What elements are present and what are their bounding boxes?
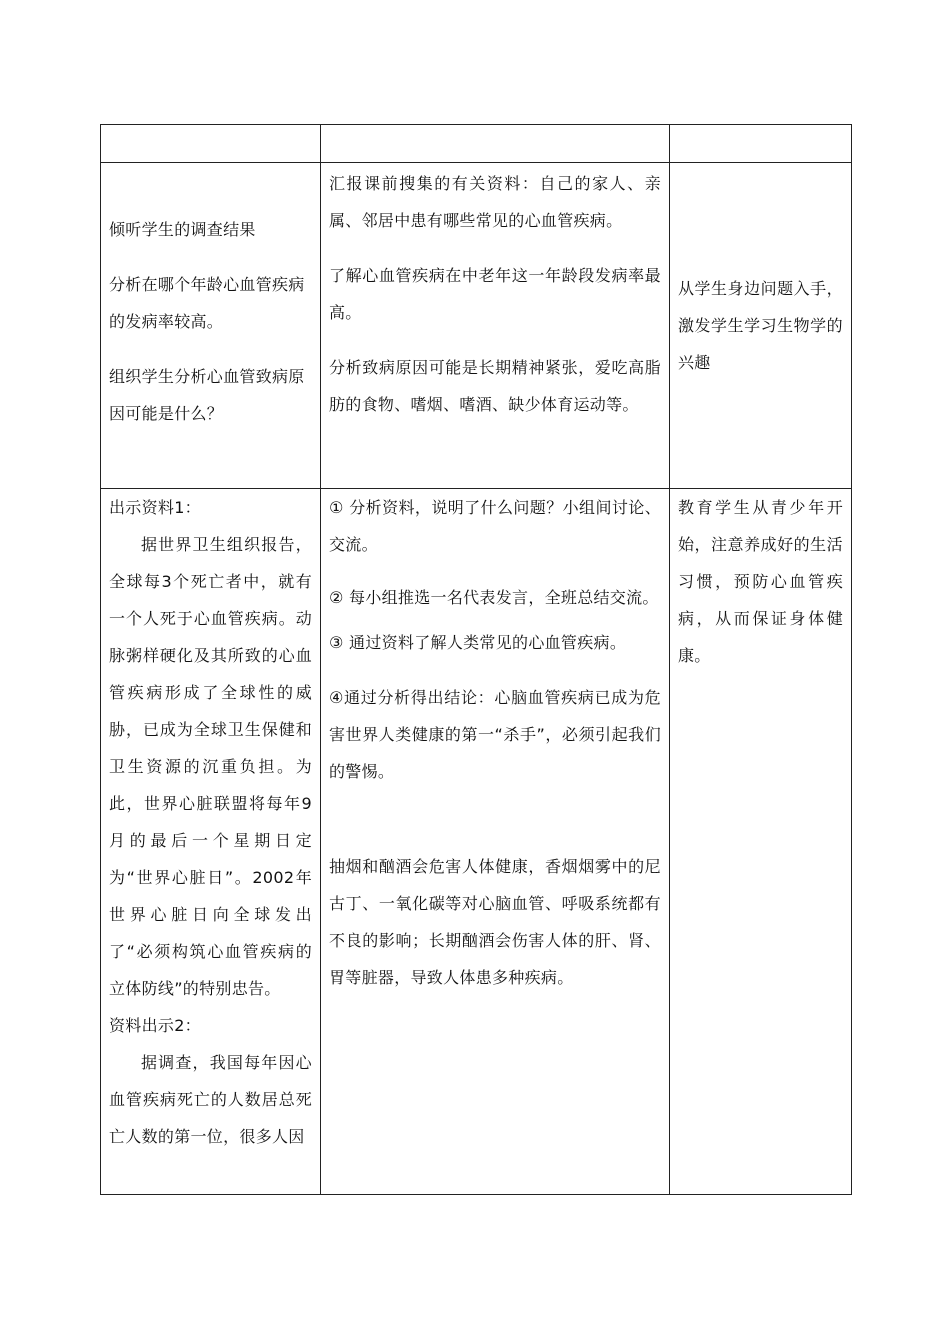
student-activity-text: 了解心血管疾病在中老年这一年龄段发病率最高。: [329, 266, 661, 322]
student-activity-text: 汇报课前搜集的有关资料：自己的家人、亲属、邻居中患有哪些常见的心血管疾病。: [329, 174, 661, 230]
row-materials: [101, 489, 852, 1195]
teacher-activity-content: [109, 489, 312, 1194]
header-cell-student: [321, 125, 670, 163]
design-intent-text: 从学生身边问题入手，激发学生学习生物学的兴趣: [678, 279, 843, 372]
design-intent-text: 教育学生从青少年开始，注意养成好的生活习惯，预防心血管疾病，从而保证身体健康。: [678, 498, 843, 665]
student-activity-text: ② 每小组推选一名代表发言，全班总结交流。: [329, 588, 659, 607]
teacher-activity-text: 组织学生分析心血管致病原因可能是什么？: [109, 367, 305, 423]
student-activity-text: 抽烟和酗酒会危害人体健康，香烟烟雾中的尼古丁、一氧化碳等对心脑血管、呼吸系统都有不良的影响；长期酗酒会伤害人体的肝、肾、胃等脏器，导致人体患多种疾病。: [329, 857, 661, 987]
teacher-activity-cell: [101, 163, 321, 489]
material-2-body: 据调查，我国每年因心血管疾病死亡的人数居总死亡人数的第一位，很多人因: [109, 1053, 312, 1146]
student-activity-cell: [321, 163, 670, 489]
teacher-activity-text: 分析在哪个年龄心血管疾病的发病率较高。: [109, 275, 305, 331]
material-1-title: 出示资料1：: [109, 498, 201, 517]
design-intent-cell: [670, 163, 852, 489]
student-activity-text: ① 分析资料，说明了什么问题？小组间讨论、交流。: [329, 498, 661, 554]
material-2-title: 资料出示2：: [109, 1016, 201, 1035]
student-activity-text: ③ 通过资料了解人类常见的心血管疾病。: [329, 633, 627, 652]
row-survey: [101, 163, 852, 489]
teacher-activity-cell: [101, 489, 321, 1195]
header-cell-intent: [670, 125, 852, 163]
student-activity-text: ④通过分析得出结论：心脑血管疾病已成为危害世界人类健康的第一“杀手”，必须引起我们的警惕。: [329, 688, 661, 781]
lesson-plan-table: [100, 124, 852, 1195]
header-row: [101, 125, 852, 163]
design-intent-cell: [670, 489, 852, 1195]
student-activity-text: 分析致病原因可能是长期精神紧张，爱吃高脂肪的食物、嗜烟、嗜酒、缺少体育运动等。: [329, 358, 661, 414]
teacher-activity-text: 倾听学生的调查结果: [109, 220, 256, 239]
student-activity-cell: [321, 489, 670, 1195]
header-cell-teacher: [101, 125, 321, 163]
material-1-body: 据世界卫生组织报告，全球每3个死亡者中，就有一个人死于心血管疾病。动脉粥样硬化及其所致的心血管疾病形成了全球性的威胁，已成为全球卫生保健和卫生资源的沉重负担。为此，世界心脏联盟将每年9月的最后一个星期日定为“世界心脏日”。2002年世界心脏日向全球发出了“必须构筑心血管疾病的立体防线”的特别忠告。: [109, 535, 312, 998]
